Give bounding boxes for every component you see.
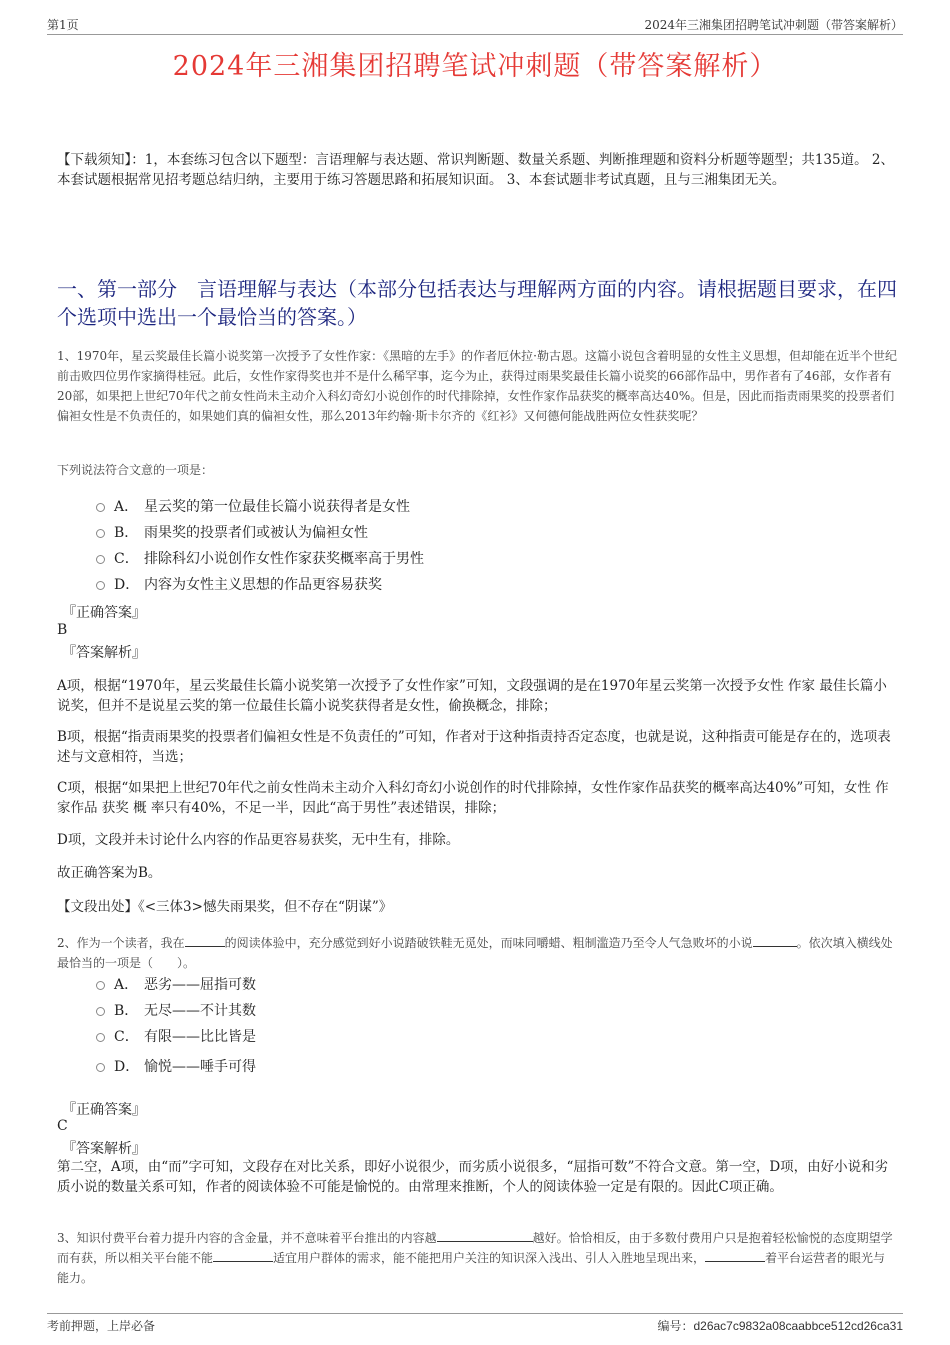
question-2-analysis: 第二空，A项，由“而”字可知，文段存在对比关系，即好小说很少，而劣质小说很多，“屈指可数”不符合文意。第一空，D项，由好小说和劣质小说的数量关系可知，作者的阅读体验不可能是愉悦的。由常理来推断，个人的阅读体验一定是有限的。因此C项正确。 xyxy=(57,1159,889,1195)
radio-icon[interactable] xyxy=(96,555,105,564)
analysis-d: D项，文段并未讨论什么内容的作品更容易获奖，无中生有，排除。 xyxy=(57,832,460,848)
option-a[interactable]: A． 恶劣——屈指可数 xyxy=(96,974,796,1000)
radio-icon[interactable] xyxy=(96,1063,105,1072)
fill-blank xyxy=(753,934,797,947)
fill-blank xyxy=(213,1249,273,1262)
analysis-b: B项，根据“指责雨果奖的投票者们偏袒女性是不负责任的”可知，作者对于这种指责持否定态度，也就是说，这种指责可能是存在的，选项表述与文意相符，当选； xyxy=(57,729,891,765)
analysis-label: 『答案解析』 xyxy=(62,645,146,661)
radio-icon[interactable] xyxy=(96,981,105,990)
fill-blank xyxy=(705,1249,765,1262)
question-1-options xyxy=(96,496,796,600)
header-doc-title: 2024年三湘集团招聘笔试冲刺题（带答案解析） xyxy=(644,18,903,32)
radio-icon[interactable] xyxy=(96,503,105,512)
question-2-stem: 2、作为一个读者，我在 的阅读体验中，充分感觉到好小说踏破铁鞋无觅处，而味同嚼蜡、粗制滥造乃至令人气急败坏的小说 。依次填入横线处最恰当的一项是（ ）。 xyxy=(57,936,893,970)
footer-code: 编号：d26ac7c9832a08caabbce512cd26ca31 xyxy=(657,1319,903,1333)
download-notice: 【下载须知】：1，本套练习包含以下题型：言语理解与表达题、常识判断题、数量关系题、判断推理题和资料分析题等题型；共135道。 2、本套试题根据常见招考题总结归纳，主要用于练习答题思路和拓展知识面。 3、本套试题非考试真题，且与三湘集团无关。 xyxy=(57,152,894,188)
radio-icon[interactable] xyxy=(96,1033,105,1042)
answer-value: C xyxy=(57,1118,68,1134)
option-c[interactable]: C． 有限——比比皆是 xyxy=(96,1026,796,1052)
answer-value: B xyxy=(57,622,68,638)
analysis-c: C项，根据“如果把上世纪70年代之前女性尚未主动介入科幻奇幻小说创作的时代排除掉，女性作家作品获奖的概率高达40%”可知，女性 作家作品 获奖 概 率只有40%，不足一半，因此“高于男性”表述错误，排除； xyxy=(57,780,889,816)
option-c[interactable]: C． 排除科幻小说创作女性作家获奖概率高于男性 xyxy=(96,548,796,574)
page-footer xyxy=(47,1313,903,1334)
question-1-stem: 1、1970年，星云奖最佳长篇小说奖第一次授予了女性作家：《黑暗的左手》的作者厄休拉·勒古恩。这篇小说包含着明显的女性主义思想，但却能在近半个世纪前击败四位男作家摘得桂冠。此后，女性作家得奖也并不是什么稀罕事，迄今为止，获得过雨果奖最佳长篇小说奖的66部作品中，男作者有了46部，女作者有20部，如果把上世纪70年代之前女性尚未主动介入科幻奇幻小说创作的时代排除掉，女性作家作品获奖的概率高达40%。但是，因此而指责雨果奖的投票者们偏袒女性是不负责任的，如果她们真的偏袒女性，那么2013年约翰·斯卡尔齐的《红衫》又何德何能战胜两位女性获奖呢？ xyxy=(57,349,897,423)
radio-icon[interactable] xyxy=(96,1007,105,1016)
text-source: 【文段出处】《<三体3>憾失雨果奖，但不存在“阴谋”》 xyxy=(57,899,393,915)
document-title: 2024年三湘集团招聘笔试冲刺题（带答案解析） xyxy=(172,51,778,82)
radio-icon[interactable] xyxy=(96,529,105,538)
fill-blank xyxy=(185,934,225,947)
question-1-prompt: 下列说法符合文意的一项是： xyxy=(57,463,214,477)
page-number: 第1页 xyxy=(47,18,79,32)
option-d[interactable]: D． 愉悦——唾手可得 xyxy=(96,1056,796,1082)
option-a[interactable]: A． 星云奖的第一位最佳长篇小说获得者是女性 xyxy=(96,496,796,522)
analysis-label: 『答案解析』 xyxy=(62,1141,146,1157)
answer-label: 『正确答案』 xyxy=(62,605,146,621)
section-title: 一、第一部分 言语理解与表达（本部分包括表达与理解两方面的内容。请根据题目要求，在四个选项中选出一个最恰当的答案。） xyxy=(57,277,897,329)
option-b[interactable]: B． 雨果奖的投票者们或被认为偏袒女性 xyxy=(96,522,796,548)
question-2-options xyxy=(96,974,796,1082)
analysis-conclusion: 故正确答案为B。 xyxy=(57,865,162,881)
fill-blank xyxy=(437,1229,533,1242)
option-b[interactable]: B． 无尽——不计其数 xyxy=(96,1000,796,1026)
footer-slogan: 考前押题，上岸必备 xyxy=(47,1319,156,1333)
page-header xyxy=(47,14,903,35)
answer-label: 『正确答案』 xyxy=(62,1102,146,1118)
option-d[interactable]: D． 内容为女性主义思想的作品更容易获奖 xyxy=(96,574,796,600)
question-3-stem: 3、知识付费平台着力提升内容的含金量，并不意味着平台推出的内容越 越好。恰恰相反，由于多数付费用户只是抱着轻松愉悦的态度期望学而有获，所以相关平台能不能 适宜用户群体的需求，能不能把用户关注的知识深入浅出、引人入胜地呈现出来， 着平台运营者的眼光与能力。 xyxy=(57,1231,893,1285)
analysis-a: A项，根据“1970年，星云奖最佳长篇小说奖第一次授予了女性作家”可知，文段强调的是在1970年星云奖第一次授予女性 作家 最佳长篇小说奖，但并不是说星云奖的第一位最佳长篇小说奖获得者是女性，偷换概念，排除； xyxy=(57,678,887,714)
radio-icon[interactable] xyxy=(96,581,105,590)
